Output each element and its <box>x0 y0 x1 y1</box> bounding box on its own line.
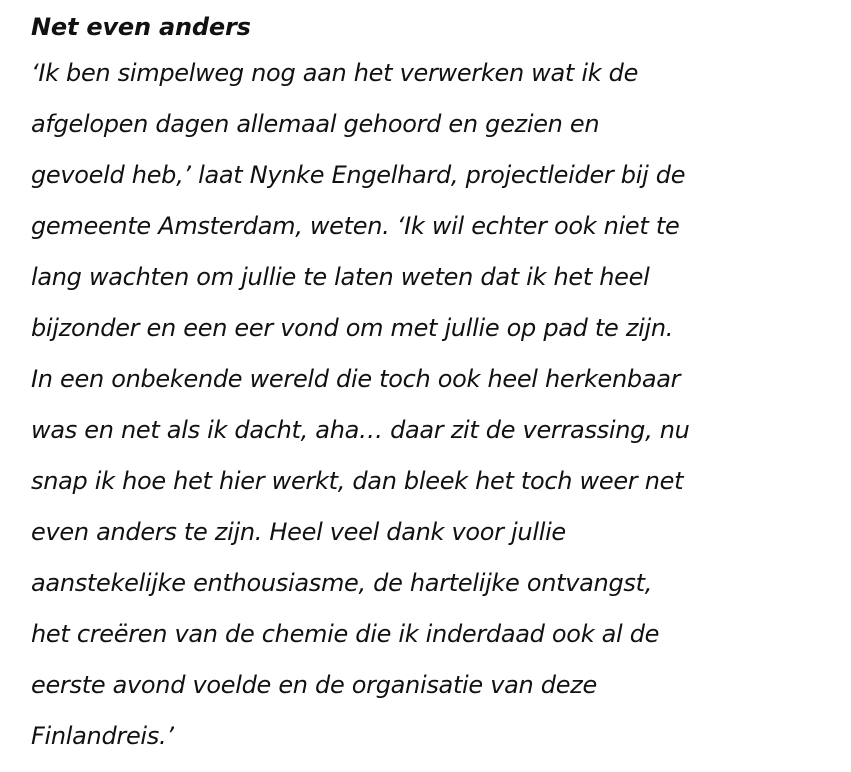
quote-line: was en net als ik dacht, aha… daar zit de verrassing, nu <box>31 416 690 444</box>
quote-line: gemeente Amsterdam, weten. ‘Ik wil echter ook niet te <box>31 212 680 240</box>
quote-line: ‘Ik ben simpelweg nog aan het verwerken wat ik de <box>31 59 639 87</box>
article-quote <box>31 48 821 762</box>
article-heading: Net even anders <box>31 13 251 41</box>
quote-line: afgelopen dagen allemaal gehoord en gezien en <box>31 110 600 138</box>
quote-line: het creëren van de chemie die ik inderdaad ook al de <box>31 620 660 648</box>
quote-line: In een onbekende wereld die toch ook heel herkenbaar <box>31 365 681 393</box>
quote-line: eerste avond voelde en de organisatie van deze <box>31 671 597 699</box>
quote-line: snap ik hoe het hier werkt, dan bleek het toch weer net <box>31 467 684 495</box>
quote-line: Finlandreis.’ <box>31 722 174 750</box>
quote-line: bijzonder en een eer vond om met jullie op pad te zijn. <box>31 314 674 342</box>
quote-line: lang wachten om jullie te laten weten dat ik het heel <box>31 263 650 291</box>
quote-line: aanstekelijke enthousiasme, de hartelijke ontvangst, <box>31 569 653 597</box>
quote-line: gevoeld heb,’ laat Nynke Engelhard, projectleider bij de <box>31 161 686 189</box>
article <box>31 12 821 770</box>
quote-line: even anders te zijn. Heel veel dank voor jullie <box>31 518 566 546</box>
